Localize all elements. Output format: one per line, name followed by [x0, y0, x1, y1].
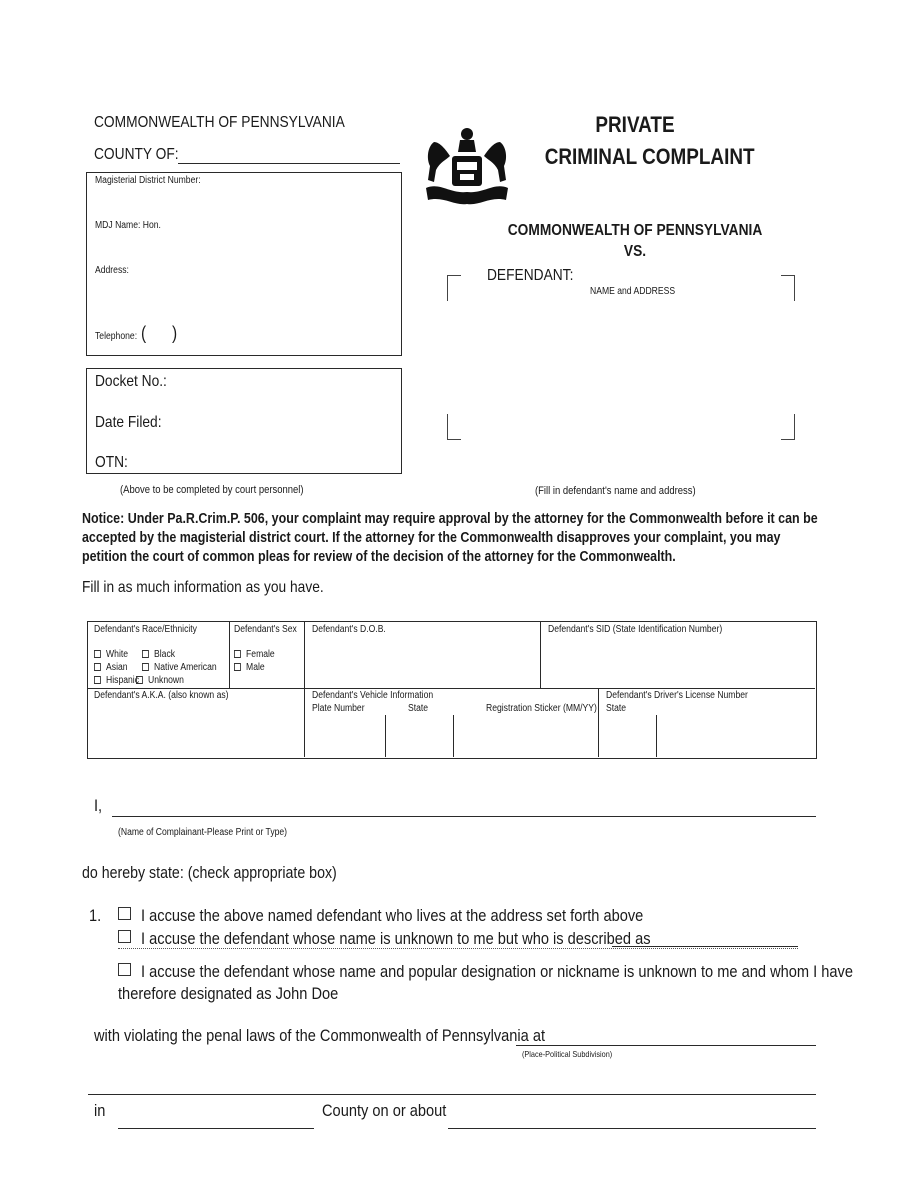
accuse-option-3-continued: therefore designated as John Doe: [118, 984, 339, 1003]
date-input-line[interactable]: [448, 1128, 816, 1129]
option-label: I accuse the defendant whose name is unknown to me but who is described as: [141, 929, 651, 948]
option-label: Native American: [154, 662, 217, 673]
in-label: in: [94, 1101, 106, 1120]
county-label: COUNTY OF:: [94, 146, 179, 163]
table-divider: [540, 622, 541, 688]
checkbox[interactable]: [118, 930, 131, 943]
option-label: I accuse the above named defendant who lives at the address set forth above: [141, 906, 644, 925]
form-title-line1: PRIVATE: [595, 112, 675, 137]
option-label: I accuse the defendant whose name and popular designation or nickname is unknown to me and whom I have: [141, 962, 853, 981]
license-state-label: State: [606, 703, 627, 714]
checkbox[interactable]: [136, 676, 143, 684]
otn-label: OTN:: [95, 454, 128, 471]
option-underline: [118, 948, 798, 949]
sex-option-male[interactable]: [234, 662, 265, 673]
bracket-bottom-right: [781, 414, 795, 440]
bracket-top-left: [447, 275, 461, 301]
table-divider: [598, 688, 599, 757]
option-label: Asian: [106, 662, 128, 673]
date-filed-label: Date Filed:: [95, 414, 162, 431]
notice-text: Notice: Under Pa.R.Crim.P. 506, your complaint may require approval by the attorney for the Commonwealth before it can be accepted by the magisterial district court. If the attorney for the Commonwealth disapproves your complaint, you may petition the court of common pleas for review of the decision of the attorney for the Commonwealth.: [82, 511, 818, 565]
bracket-bottom-left: [447, 414, 461, 440]
telephone-label: Telephone:: [95, 331, 138, 342]
commonwealth-header: COMMONWEALTH OF PENNSYLVANIA: [94, 114, 345, 131]
form-title-line2: CRIMINAL COMPLAINT: [544, 144, 755, 169]
versus-label: VS.: [623, 243, 647, 260]
mdj-name-label: MDJ Name: Hon.: [95, 220, 161, 231]
statement-number: 1.: [89, 906, 102, 925]
plate-number-label: Plate Number: [312, 703, 365, 714]
defendant-label: DEFENDANT:: [487, 267, 574, 284]
defendant-info-table: [87, 621, 817, 759]
option-label: Male: [246, 662, 265, 673]
checkbox[interactable]: [94, 650, 101, 658]
district-number-label: Magisterial District Number:: [95, 175, 201, 186]
sid-label: Defendant's SID (State Identification Number): [548, 624, 723, 635]
accuse-option-2[interactable]: [118, 929, 651, 948]
race-option-unknown[interactable]: [136, 675, 184, 686]
table-divider: [656, 715, 657, 757]
fill-in-instruction: Fill in as much information as you have.: [82, 579, 324, 596]
option-label: Black: [154, 649, 176, 660]
county-input-line[interactable]: [178, 163, 400, 164]
place-input-line[interactable]: [516, 1045, 816, 1046]
court-info-box: [86, 172, 402, 356]
description-input-line[interactable]: [612, 946, 798, 947]
vehicle-state-label: State: [408, 703, 429, 714]
statement-intro: do hereby state: (check appropriate box): [82, 864, 337, 882]
table-divider: [304, 622, 305, 757]
registration-sticker-label: Registration Sticker (MM/YY): [486, 703, 597, 714]
county-on-or-about-label: County on or about: [322, 1101, 447, 1120]
name-address-label: NAME and ADDRESS: [590, 286, 676, 297]
race-option-black[interactable]: [142, 649, 175, 660]
license-number-label: Defendant's Driver's License Number: [606, 690, 748, 701]
aka-label: Defendant's A.K.A. (also known as): [94, 690, 229, 701]
place-caption: (Place-Political Subdivision): [522, 1049, 613, 1059]
defendant-caption: (Fill in defendant's name and address): [535, 485, 696, 497]
dob-label: Defendant's D.O.B.: [312, 624, 386, 635]
docket-box: [86, 368, 402, 474]
race-option-white[interactable]: [94, 649, 128, 660]
table-row-divider: [88, 688, 815, 689]
complainant-prefix: I,: [94, 796, 103, 815]
checkbox[interactable]: [234, 650, 241, 658]
defendant-commonwealth: COMMONWEALTH OF PENNSYLVANIA: [507, 222, 763, 239]
race-option-asian[interactable]: [94, 662, 128, 673]
accuse-option-1[interactable]: [118, 906, 644, 925]
option-label: White: [106, 649, 129, 660]
checkbox[interactable]: [234, 663, 241, 671]
option-label: Female: [246, 649, 275, 660]
table-divider: [453, 715, 454, 757]
option-label: Unknown: [148, 675, 184, 686]
sex-option-female[interactable]: [234, 649, 275, 660]
county-name-input-line[interactable]: [118, 1128, 314, 1129]
vehicle-label: Defendant's Vehicle Information: [312, 690, 434, 701]
checkbox[interactable]: [142, 663, 149, 671]
checkbox[interactable]: [94, 663, 101, 671]
accuse-option-3[interactable]: [118, 962, 853, 981]
race-option-native-american[interactable]: [142, 662, 217, 673]
table-divider: [385, 715, 386, 757]
court-personnel-caption: (Above to be completed by court personnel): [120, 484, 304, 496]
sex-label: Defendant's Sex: [234, 624, 297, 635]
checkbox[interactable]: [118, 907, 131, 920]
place-continuation-line[interactable]: [88, 1094, 816, 1095]
pennsylvania-seal-icon: [420, 122, 515, 210]
defendant-name-address-input[interactable]: [462, 296, 780, 436]
docket-label: Docket No.:: [95, 373, 167, 390]
table-divider: [229, 622, 230, 688]
option-label: Hispanic: [106, 675, 140, 686]
checkbox[interactable]: [142, 650, 149, 658]
address-label: Address:: [95, 265, 129, 276]
telephone-parens: ( ): [141, 323, 178, 343]
race-label: Defendant's Race/Ethnicity: [94, 624, 197, 635]
complainant-caption: (Name of Complainant-Please Print or Type): [118, 827, 288, 838]
checkbox[interactable]: [118, 963, 131, 976]
violation-text: with violating the penal laws of the Commonwealth of Pennsylvania at: [94, 1026, 546, 1045]
complainant-name-input[interactable]: [112, 816, 816, 817]
bracket-top-right: [781, 275, 795, 301]
checkbox[interactable]: [94, 676, 101, 684]
race-option-hispanic[interactable]: [94, 675, 139, 686]
